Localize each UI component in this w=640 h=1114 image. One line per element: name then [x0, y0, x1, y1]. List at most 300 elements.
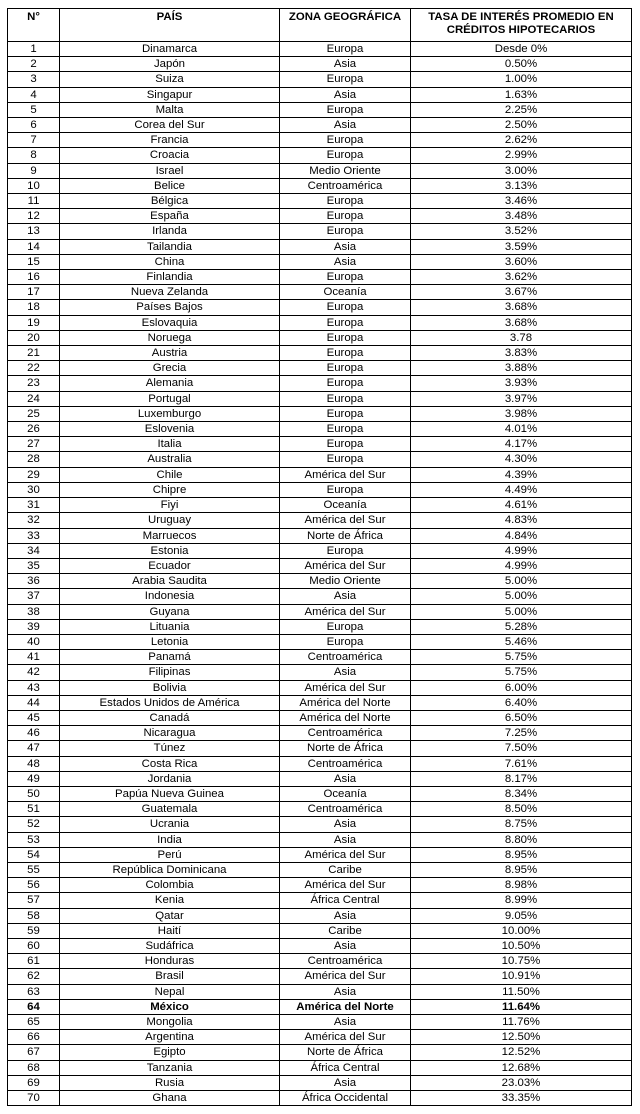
row-number: 50 [8, 786, 60, 801]
table-row [8, 574, 632, 589]
zone-cell: Asia [280, 817, 411, 832]
rate-cell: 3.78 [411, 330, 632, 345]
country-cell: Singapur [60, 87, 280, 102]
zone-cell: África Occidental [280, 1091, 411, 1106]
zone-cell: América del Norte [280, 695, 411, 710]
row-number: 54 [8, 847, 60, 862]
rate-cell: 6.50% [411, 710, 632, 725]
country-cell: Italia [60, 437, 280, 452]
country-cell: Sudáfrica [60, 938, 280, 953]
table-row [8, 786, 632, 801]
table-row [8, 361, 632, 376]
zone-cell: Europa [280, 133, 411, 148]
row-number: 60 [8, 938, 60, 953]
row-number: 47 [8, 741, 60, 756]
zone-cell: Asia [280, 87, 411, 102]
zone-cell: Europa [280, 346, 411, 361]
zone-cell: Europa [280, 482, 411, 497]
row-number: 15 [8, 254, 60, 269]
country-cell: Tanzania [60, 1060, 280, 1075]
row-number: 59 [8, 923, 60, 938]
rate-cell: 6.00% [411, 680, 632, 695]
zone-cell: América del Sur [280, 467, 411, 482]
rate-cell: 5.00% [411, 589, 632, 604]
rate-cell: 8.98% [411, 878, 632, 893]
row-number: 56 [8, 878, 60, 893]
rate-cell: 2.99% [411, 148, 632, 163]
rate-cell: 6.40% [411, 695, 632, 710]
rate-cell: 8.80% [411, 832, 632, 847]
country-cell: India [60, 832, 280, 847]
table-row [8, 878, 632, 893]
rate-cell: 0.50% [411, 57, 632, 72]
header-rate: TASA DE INTERÉS PROMEDIO EN CRÉDITOS HIPOTECARIOS [411, 9, 632, 42]
row-number: 45 [8, 710, 60, 725]
country-cell: Marruecos [60, 528, 280, 543]
zone-cell: Asia [280, 984, 411, 999]
country-cell: Estonia [60, 543, 280, 558]
country-cell: Colombia [60, 878, 280, 893]
zone-cell: Europa [280, 194, 411, 209]
table-row [8, 148, 632, 163]
rate-cell: 8.99% [411, 893, 632, 908]
rate-cell: 4.84% [411, 528, 632, 543]
country-cell: Israel [60, 163, 280, 178]
table-row [8, 467, 632, 482]
rate-cell: 3.46% [411, 194, 632, 209]
zone-cell: Europa [280, 391, 411, 406]
table-row [8, 1091, 632, 1106]
row-number: 20 [8, 330, 60, 345]
row-number: 33 [8, 528, 60, 543]
zone-cell: Centroamérica [280, 802, 411, 817]
table-container [7, 8, 632, 1106]
row-number: 17 [8, 285, 60, 300]
zone-cell: Medio Oriente [280, 163, 411, 178]
table-row [8, 543, 632, 558]
zone-cell: África Central [280, 1060, 411, 1075]
row-number: 22 [8, 361, 60, 376]
row-number: 49 [8, 771, 60, 786]
table-row [8, 422, 632, 437]
table-row [8, 954, 632, 969]
zone-cell: Oceanía [280, 786, 411, 801]
zone-cell: Europa [280, 209, 411, 224]
row-number: 38 [8, 604, 60, 619]
table-row [8, 209, 632, 224]
row-number: 61 [8, 954, 60, 969]
rate-cell: 8.75% [411, 817, 632, 832]
table-row [8, 254, 632, 269]
zone-cell: África Central [280, 893, 411, 908]
zone-cell: América del Norte [280, 710, 411, 725]
table-row [8, 893, 632, 908]
row-number: 43 [8, 680, 60, 695]
country-cell: Uruguay [60, 513, 280, 528]
zone-cell: Europa [280, 42, 411, 57]
rate-cell: 5.75% [411, 665, 632, 680]
country-cell: Eslovaquia [60, 315, 280, 330]
zone-cell: Europa [280, 300, 411, 315]
row-number: 16 [8, 270, 60, 285]
table-row [8, 178, 632, 193]
row-number: 14 [8, 239, 60, 254]
zone-cell: Asia [280, 771, 411, 786]
rate-cell: 5.00% [411, 604, 632, 619]
table-row [8, 1030, 632, 1045]
rate-cell: 11.64% [411, 999, 632, 1014]
country-cell: Irlanda [60, 224, 280, 239]
header-row [8, 9, 632, 42]
country-cell: Grecia [60, 361, 280, 376]
row-number: 13 [8, 224, 60, 239]
country-cell: Luxemburgo [60, 406, 280, 421]
zone-cell: Centroamérica [280, 178, 411, 193]
country-cell: Arabia Saudita [60, 574, 280, 589]
table-row [8, 908, 632, 923]
zone-cell: Asia [280, 908, 411, 923]
row-number: 25 [8, 406, 60, 421]
country-cell: Qatar [60, 908, 280, 923]
zone-cell: Asia [280, 665, 411, 680]
zone-cell: Centroamérica [280, 954, 411, 969]
rate-cell: 5.46% [411, 634, 632, 649]
zone-cell: Centroamérica [280, 726, 411, 741]
zone-cell: Asia [280, 938, 411, 953]
zone-cell: Asia [280, 118, 411, 133]
zone-cell: Europa [280, 224, 411, 239]
table-row [8, 102, 632, 117]
table-body [8, 42, 632, 1106]
rate-cell: 4.99% [411, 543, 632, 558]
table-row [8, 802, 632, 817]
table-row [8, 1060, 632, 1075]
mortgage-rates-table [7, 8, 632, 1106]
table-row [8, 984, 632, 999]
table-row [8, 680, 632, 695]
zone-cell: Norte de África [280, 528, 411, 543]
rate-cell: 4.30% [411, 452, 632, 467]
table-row [8, 619, 632, 634]
table-row [8, 391, 632, 406]
table-row [8, 771, 632, 786]
row-number: 10 [8, 178, 60, 193]
rate-cell: 3.67% [411, 285, 632, 300]
table-row [8, 330, 632, 345]
country-cell: Francia [60, 133, 280, 148]
row-number: 67 [8, 1045, 60, 1060]
zone-cell: Asia [280, 1075, 411, 1090]
rate-cell: 10.75% [411, 954, 632, 969]
row-number: 58 [8, 908, 60, 923]
country-cell: Guyana [60, 604, 280, 619]
country-cell: Tailandia [60, 239, 280, 254]
zone-cell: Europa [280, 102, 411, 117]
rate-cell: 3.59% [411, 239, 632, 254]
country-cell: República Dominicana [60, 862, 280, 877]
row-number: 65 [8, 1015, 60, 1030]
row-number: 53 [8, 832, 60, 847]
country-cell: Indonesia [60, 589, 280, 604]
country-cell: México [60, 999, 280, 1014]
country-cell: Argentina [60, 1030, 280, 1045]
country-cell: Costa Rica [60, 756, 280, 771]
rate-cell: 5.75% [411, 650, 632, 665]
country-cell: Chile [60, 467, 280, 482]
row-number: 70 [8, 1091, 60, 1106]
row-number: 28 [8, 452, 60, 467]
country-cell: Haití [60, 923, 280, 938]
country-cell: Estados Unidos de América [60, 695, 280, 710]
rate-cell: 3.00% [411, 163, 632, 178]
table-row [8, 938, 632, 953]
row-number: 55 [8, 862, 60, 877]
row-number: 48 [8, 756, 60, 771]
row-number: 66 [8, 1030, 60, 1045]
zone-cell: Asia [280, 589, 411, 604]
row-number: 29 [8, 467, 60, 482]
zone-cell: Norte de África [280, 741, 411, 756]
rate-cell: 7.61% [411, 756, 632, 771]
zone-cell: Europa [280, 330, 411, 345]
table-row [8, 756, 632, 771]
header-country: PAÍS [60, 9, 280, 42]
table-row [8, 832, 632, 847]
rate-cell: 2.62% [411, 133, 632, 148]
table-row [8, 406, 632, 421]
zone-cell: América del Norte [280, 999, 411, 1014]
country-cell: Filipinas [60, 665, 280, 680]
table-row [8, 224, 632, 239]
rate-cell: 12.52% [411, 1045, 632, 1060]
rate-cell: 4.01% [411, 422, 632, 437]
country-cell: Nepal [60, 984, 280, 999]
row-number: 62 [8, 969, 60, 984]
country-cell: Egipto [60, 1045, 280, 1060]
row-number: 24 [8, 391, 60, 406]
row-number: 52 [8, 817, 60, 832]
header-number: N° [8, 9, 60, 42]
country-cell: Ecuador [60, 558, 280, 573]
rate-cell: 3.48% [411, 209, 632, 224]
row-number: 19 [8, 315, 60, 330]
table-row [8, 665, 632, 680]
row-number: 69 [8, 1075, 60, 1090]
row-number: 1 [8, 42, 60, 57]
zone-cell: Asia [280, 239, 411, 254]
country-cell: Corea del Sur [60, 118, 280, 133]
country-cell: Dinamarca [60, 42, 280, 57]
country-cell: Japón [60, 57, 280, 72]
row-number: 32 [8, 513, 60, 528]
zone-cell: Asia [280, 57, 411, 72]
rate-cell: 10.00% [411, 923, 632, 938]
table-row [8, 741, 632, 756]
zone-cell: Norte de África [280, 1045, 411, 1060]
rate-cell: 1.00% [411, 72, 632, 87]
rate-cell: 1.63% [411, 87, 632, 102]
table-row [8, 558, 632, 573]
rate-cell: 11.50% [411, 984, 632, 999]
row-number: 7 [8, 133, 60, 148]
row-number: 12 [8, 209, 60, 224]
zone-cell: Europa [280, 315, 411, 330]
zone-cell: América del Sur [280, 604, 411, 619]
rate-cell: 3.83% [411, 346, 632, 361]
rate-cell: 8.95% [411, 847, 632, 862]
table-row [8, 817, 632, 832]
rate-cell: 2.50% [411, 118, 632, 133]
table-row [8, 194, 632, 209]
table-row [8, 513, 632, 528]
country-cell: Ghana [60, 1091, 280, 1106]
table-row [8, 315, 632, 330]
rate-cell: 3.98% [411, 406, 632, 421]
table-row [8, 133, 632, 148]
rate-cell: 4.99% [411, 558, 632, 573]
country-cell: Belice [60, 178, 280, 193]
rate-cell: 8.95% [411, 862, 632, 877]
country-cell: Noruega [60, 330, 280, 345]
table-row [8, 57, 632, 72]
country-cell: Chipre [60, 482, 280, 497]
zone-cell: Europa [280, 148, 411, 163]
rate-cell: 5.00% [411, 574, 632, 589]
row-number: 26 [8, 422, 60, 437]
row-number: 37 [8, 589, 60, 604]
zone-cell: Oceanía [280, 285, 411, 300]
table-row [8, 87, 632, 102]
rate-cell: 3.60% [411, 254, 632, 269]
row-number: 27 [8, 437, 60, 452]
rate-cell: 3.88% [411, 361, 632, 376]
table-row [8, 528, 632, 543]
zone-cell: Europa [280, 406, 411, 421]
table-row [8, 695, 632, 710]
zone-cell: Europa [280, 634, 411, 649]
rate-cell: 8.17% [411, 771, 632, 786]
country-cell: Eslovenia [60, 422, 280, 437]
table-header [8, 9, 632, 42]
row-number: 36 [8, 574, 60, 589]
row-number: 5 [8, 102, 60, 117]
row-number: 3 [8, 72, 60, 87]
table-row [8, 239, 632, 254]
country-cell: Austria [60, 346, 280, 361]
table-row [8, 163, 632, 178]
zone-cell: Europa [280, 619, 411, 634]
rate-cell: 8.50% [411, 802, 632, 817]
zone-cell: América del Sur [280, 1030, 411, 1045]
country-cell: Alemania [60, 376, 280, 391]
table-row [8, 862, 632, 877]
rate-cell: 4.49% [411, 482, 632, 497]
header-zone: ZONA GEOGRÁFICA [280, 9, 411, 42]
rate-cell: 4.61% [411, 498, 632, 513]
table-row [8, 270, 632, 285]
table-row [8, 1075, 632, 1090]
row-number: 42 [8, 665, 60, 680]
table-row [8, 437, 632, 452]
row-number: 64 [8, 999, 60, 1014]
zone-cell: Asia [280, 1015, 411, 1030]
country-cell: Ucrania [60, 817, 280, 832]
zone-cell: Europa [280, 422, 411, 437]
row-number: 63 [8, 984, 60, 999]
zone-cell: Centroamérica [280, 650, 411, 665]
rate-cell: 3.62% [411, 270, 632, 285]
row-number: 30 [8, 482, 60, 497]
zone-cell: América del Sur [280, 878, 411, 893]
row-number: 35 [8, 558, 60, 573]
row-number: 2 [8, 57, 60, 72]
rate-cell: 11.76% [411, 1015, 632, 1030]
table-row [8, 999, 632, 1014]
zone-cell: Europa [280, 437, 411, 452]
table-row [8, 482, 632, 497]
zone-cell: Caribe [280, 923, 411, 938]
country-cell: Suiza [60, 72, 280, 87]
country-cell: Croacia [60, 148, 280, 163]
row-number: 8 [8, 148, 60, 163]
zone-cell: América del Sur [280, 847, 411, 862]
country-cell: Perú [60, 847, 280, 862]
country-cell: Malta [60, 102, 280, 117]
zone-cell: Centroamérica [280, 756, 411, 771]
table-row [8, 376, 632, 391]
country-cell: Papúa Nueva Guinea [60, 786, 280, 801]
row-number: 44 [8, 695, 60, 710]
zone-cell: Medio Oriente [280, 574, 411, 589]
country-cell: Panamá [60, 650, 280, 665]
table-row [8, 710, 632, 725]
table-row [8, 969, 632, 984]
zone-cell: América del Sur [280, 680, 411, 695]
table-row [8, 634, 632, 649]
rate-cell: 3.68% [411, 315, 632, 330]
zone-cell: Europa [280, 270, 411, 285]
country-cell: Guatemala [60, 802, 280, 817]
country-cell: Portugal [60, 391, 280, 406]
zone-cell: Asia [280, 254, 411, 269]
table-row [8, 923, 632, 938]
country-cell: Finlandia [60, 270, 280, 285]
rate-cell: 3.97% [411, 391, 632, 406]
zone-cell: América del Sur [280, 513, 411, 528]
row-number: 40 [8, 634, 60, 649]
rate-cell: 9.05% [411, 908, 632, 923]
table-row [8, 604, 632, 619]
row-number: 31 [8, 498, 60, 513]
row-number: 51 [8, 802, 60, 817]
rate-cell: 7.50% [411, 741, 632, 756]
rate-cell: 4.39% [411, 467, 632, 482]
table-row [8, 650, 632, 665]
rate-cell: Desde 0% [411, 42, 632, 57]
table-row [8, 847, 632, 862]
rate-cell: 7.25% [411, 726, 632, 741]
country-cell: China [60, 254, 280, 269]
table-row [8, 118, 632, 133]
table-row [8, 589, 632, 604]
country-cell: Letonia [60, 634, 280, 649]
country-cell: Bolivia [60, 680, 280, 695]
table-row [8, 498, 632, 513]
country-cell: Fiyi [60, 498, 280, 513]
row-number: 41 [8, 650, 60, 665]
rate-cell: 12.68% [411, 1060, 632, 1075]
country-cell: Mongolia [60, 1015, 280, 1030]
